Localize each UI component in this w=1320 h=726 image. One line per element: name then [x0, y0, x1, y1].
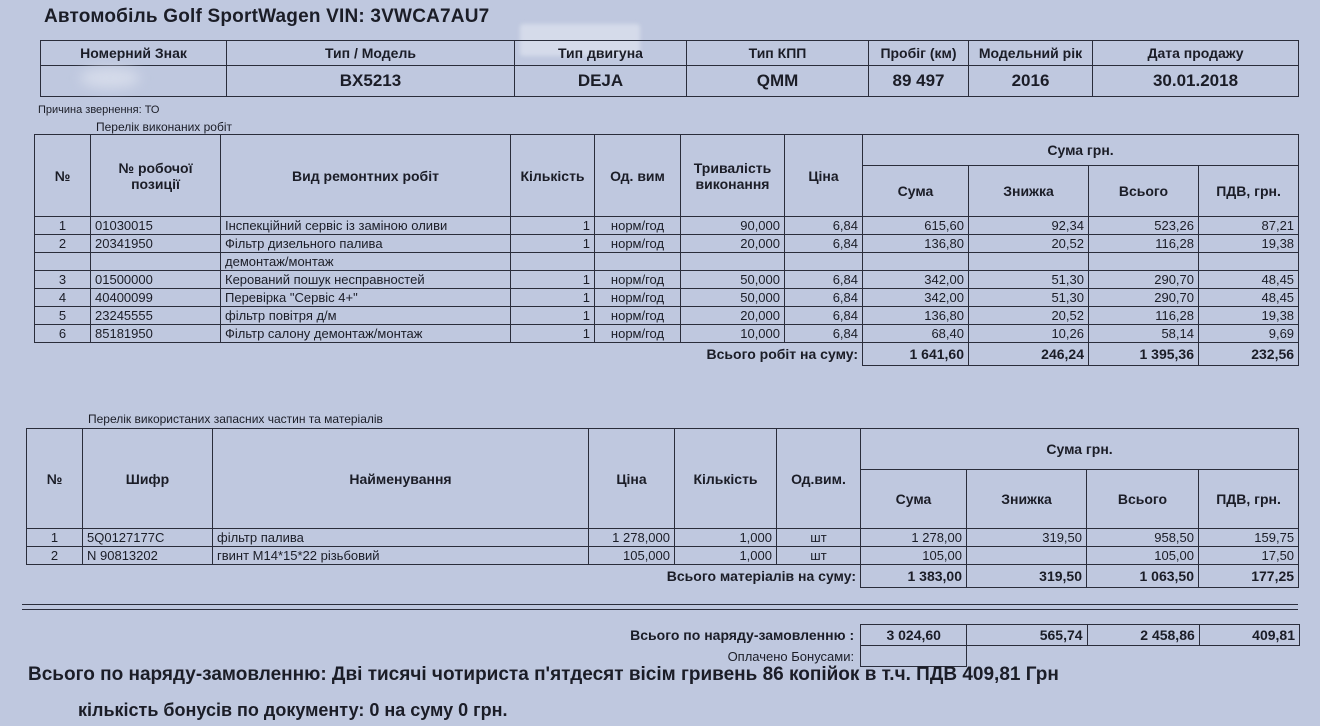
works-unit: норм/год [595, 235, 681, 253]
works-position: 01500000 [91, 271, 221, 289]
parts-discount: 319,50 [967, 529, 1087, 547]
parts-price: 105,000 [589, 547, 675, 565]
works-unit: норм/год [595, 307, 681, 325]
works-duration: 50,000 [681, 289, 785, 307]
works-work-name: фільтр повітря д/м [221, 307, 511, 325]
works-total-all: 1 395,36 [1089, 343, 1199, 366]
parts-total-row [27, 565, 1299, 588]
parts-code: 5Q0127177C [83, 529, 213, 547]
parts-sum-header: Сума [861, 470, 967, 529]
works-qty: 1 [511, 289, 595, 307]
works-qty: 1 [511, 271, 595, 289]
parts-price: 1 278,000 [589, 529, 675, 547]
bonus-line: кількість бонусів по документу: 0 на суму 0 грн. [78, 700, 508, 720]
parts-total-header: Всього [1087, 470, 1199, 529]
works-vat: 87,21 [1199, 217, 1299, 235]
gearbox-header: Тип КПП [687, 41, 869, 66]
sale-date-value: 30.01.2018 [1093, 66, 1299, 97]
plate-header: Номерний Знак [41, 41, 227, 66]
works-total: 116,28 [1089, 307, 1199, 325]
works-unit: норм/год [595, 217, 681, 235]
parts-part-name: фільтр палива [213, 529, 589, 547]
works-discount: 20,52 [969, 235, 1089, 253]
works-qty: 1 [511, 325, 595, 343]
visit-reason: Причина звернення: ТО [38, 104, 160, 116]
works-total-sum: 1 641,60 [863, 343, 969, 366]
works-unit-header: Од. вим [595, 135, 681, 217]
mileage-header: Пробіг (км) [869, 41, 969, 66]
document-title: Автомобіль Golf SportWagen VIN: 3VWCA7AU7 [44, 6, 490, 27]
grand-total-label: Всього по наряду-замовленню : [630, 627, 855, 643]
works-row [35, 307, 1299, 325]
works-sum: 68,40 [863, 325, 969, 343]
parts-section-caption: Перелік використаних запасних частин та матеріалів [88, 412, 383, 426]
works-work-name: Фільтр дизельного палива [221, 235, 511, 253]
works-price: 6,84 [785, 271, 863, 289]
works-discount: 20,52 [969, 307, 1089, 325]
grand-total-discount: 565,74 [967, 625, 1087, 646]
parts-price-header: Ціна [589, 429, 675, 529]
model-year-header: Модельний рік [969, 41, 1093, 66]
works-unit: норм/год [595, 325, 681, 343]
works-row [35, 253, 1299, 271]
works-discount: 92,34 [969, 217, 1089, 235]
grand-total-vat: 409,81 [1199, 625, 1299, 646]
works-row [35, 235, 1299, 253]
parts-body [27, 529, 1299, 565]
parts-part-name: гвинт М14*15*22 різьбовий [213, 547, 589, 565]
works-discount-header: Знижка [969, 166, 1089, 217]
parts-discount [967, 547, 1087, 565]
works-sum: 342,00 [863, 271, 969, 289]
works-sum-group-header: Сума грн. [863, 135, 1299, 166]
model-header: Тип / Модель [227, 41, 515, 66]
works-num: 4 [35, 289, 91, 307]
works-total-discount: 246,24 [969, 343, 1089, 366]
works-price-header: Ціна [785, 135, 863, 217]
works-total-label: Всього робіт на суму: [706, 346, 858, 363]
works-duration: 10,000 [681, 325, 785, 343]
parts-unit: шт [777, 529, 861, 547]
parts-total-sum: 1 383,00 [861, 565, 967, 588]
works-position: 20341950 [91, 235, 221, 253]
works-discount [969, 253, 1089, 271]
works-discount: 10,26 [969, 325, 1089, 343]
vehicle-info-table [40, 40, 1299, 97]
works-total: 116,28 [1089, 235, 1199, 253]
works-duration [681, 253, 785, 271]
works-price: 6,84 [785, 307, 863, 325]
parts-total-discount: 319,50 [967, 565, 1087, 588]
model-year-value: 2016 [969, 66, 1093, 97]
works-num: 6 [35, 325, 91, 343]
works-vat [1199, 253, 1299, 271]
works-price: 6,84 [785, 217, 863, 235]
sale-date-header: Дата продажу [1093, 41, 1299, 66]
works-total: 58,14 [1089, 325, 1199, 343]
parts-num: 2 [27, 547, 83, 565]
parts-code: N 90813202 [83, 547, 213, 565]
works-unit: норм/год [595, 271, 681, 289]
works-row [35, 289, 1299, 307]
parts-qty-header: Кількість [675, 429, 777, 529]
gearbox-value: QMM [687, 66, 869, 97]
works-vat: 19,38 [1199, 307, 1299, 325]
parts-total: 105,00 [1087, 547, 1199, 565]
works-unit: норм/год [595, 289, 681, 307]
works-vat: 48,45 [1199, 289, 1299, 307]
works-num-header: № [35, 135, 91, 217]
empty-cell [1199, 646, 1299, 667]
works-position: 01030015 [91, 217, 221, 235]
mileage-value: 89 497 [869, 66, 969, 97]
works-total: 523,26 [1089, 217, 1199, 235]
works-pos-header: № робочої позиції [91, 135, 221, 217]
model-value: BX5213 [227, 66, 515, 97]
grand-total-table [560, 624, 1300, 667]
parts-sum: 1 278,00 [861, 529, 967, 547]
works-position [91, 253, 221, 271]
parts-total-label: Всього матеріалів на суму: [666, 568, 856, 585]
works-total-row [35, 343, 1299, 366]
parts-num-header: № [27, 429, 83, 529]
works-position: 40400099 [91, 289, 221, 307]
parts-vat-header: ПДВ, грн. [1199, 470, 1299, 529]
bonus-paid-label: Оплачено Бонусами: [727, 648, 855, 664]
parts-discount-header: Знижка [967, 470, 1087, 529]
works-work-name: Фільтр салону демонтаж/монтаж [221, 325, 511, 343]
works-total-header: Всього [1089, 166, 1199, 217]
works-vat: 9,69 [1199, 325, 1299, 343]
works-work-name: Інспекційний сервіс із заміною оливи [221, 217, 511, 235]
works-qty: 1 [511, 217, 595, 235]
works-total-vat: 232,56 [1199, 343, 1299, 366]
works-vat: 48,45 [1199, 271, 1299, 289]
works-row [35, 325, 1299, 343]
vehicle-value-row [41, 66, 1299, 97]
parts-total: 958,50 [1087, 529, 1199, 547]
parts-sum: 105,00 [861, 547, 967, 565]
works-qty [511, 253, 595, 271]
parts-unit-header: Од.вим. [777, 429, 861, 529]
works-work-name: Перевірка "Сервіс 4+" [221, 289, 511, 307]
works-sum: 136,80 [863, 235, 969, 253]
grand-total-row [560, 625, 1300, 646]
works-sum: 342,00 [863, 289, 969, 307]
parts-name-header: Найменування [213, 429, 589, 529]
works-total: 290,70 [1089, 289, 1199, 307]
works-vat: 19,38 [1199, 235, 1299, 253]
works-unit [595, 253, 681, 271]
works-duration: 20,000 [681, 307, 785, 325]
works-position: 23245555 [91, 307, 221, 325]
engine-value: DEJA [515, 66, 687, 97]
works-duration: 50,000 [681, 271, 785, 289]
works-duration: 90,000 [681, 217, 785, 235]
works-table [34, 134, 1299, 366]
works-qty: 1 [511, 235, 595, 253]
parts-sum-group-header: Сума грн. [861, 429, 1299, 470]
parts-vat: 159,75 [1199, 529, 1299, 547]
works-header-row [35, 135, 1299, 166]
works-price: 6,84 [785, 325, 863, 343]
parts-num: 1 [27, 529, 83, 547]
works-duration-header: Тривалість виконання [681, 135, 785, 217]
works-body [35, 217, 1299, 343]
parts-row [27, 547, 1299, 565]
empty-cell [1087, 646, 1199, 667]
parts-table [26, 428, 1299, 588]
works-num: 2 [35, 235, 91, 253]
works-section-caption: Перелік виконаних робіт [96, 120, 232, 134]
parts-row [27, 529, 1299, 547]
works-sum: 615,60 [863, 217, 969, 235]
works-position: 85181950 [91, 325, 221, 343]
parts-total-vat: 177,25 [1199, 565, 1299, 588]
parts-header-row [27, 429, 1299, 470]
vehicle-header-row [41, 41, 1299, 66]
works-sum-header: Сума [863, 166, 969, 217]
parts-qty: 1,000 [675, 529, 777, 547]
parts-unit: шт [777, 547, 861, 565]
works-qty-header: Кількість [511, 135, 595, 217]
parts-code-header: Шифр [83, 429, 213, 529]
works-sum: 136,80 [863, 307, 969, 325]
works-type-header: Вид ремонтних робіт [221, 135, 511, 217]
works-total [1089, 253, 1199, 271]
works-num: 1 [35, 217, 91, 235]
parts-vat: 17,50 [1199, 547, 1299, 565]
works-price: 6,84 [785, 235, 863, 253]
amount-in-words: Всього по наряду-замовленню: Дві тисячі чотириста п'ятдесят вісім гривень 86 копійок в т.ч. ПДВ 409,81 Грн [28, 664, 1059, 685]
works-work-name: Керований пошук несправностей [221, 271, 511, 289]
works-num: 5 [35, 307, 91, 325]
section-divider [22, 604, 1298, 610]
works-total: 290,70 [1089, 271, 1199, 289]
engine-header: Тип двигуна [515, 41, 687, 66]
parts-qty: 1,000 [675, 547, 777, 565]
works-row [35, 271, 1299, 289]
works-discount: 51,30 [969, 289, 1089, 307]
works-sum [863, 253, 969, 271]
works-qty: 1 [511, 307, 595, 325]
works-num [35, 253, 91, 271]
works-price: 6,84 [785, 289, 863, 307]
works-num: 3 [35, 271, 91, 289]
works-vat-header: ПДВ, грн. [1199, 166, 1299, 217]
works-work-name: демонтаж/монтаж [221, 253, 511, 271]
works-row [35, 217, 1299, 235]
grand-total-all: 2 458,86 [1087, 625, 1199, 646]
works-discount: 51,30 [969, 271, 1089, 289]
grand-total-sum: 3 024,60 [861, 625, 967, 646]
works-duration: 20,000 [681, 235, 785, 253]
works-price [785, 253, 863, 271]
plate-redaction [80, 68, 140, 88]
parts-total-all: 1 063,50 [1087, 565, 1199, 588]
